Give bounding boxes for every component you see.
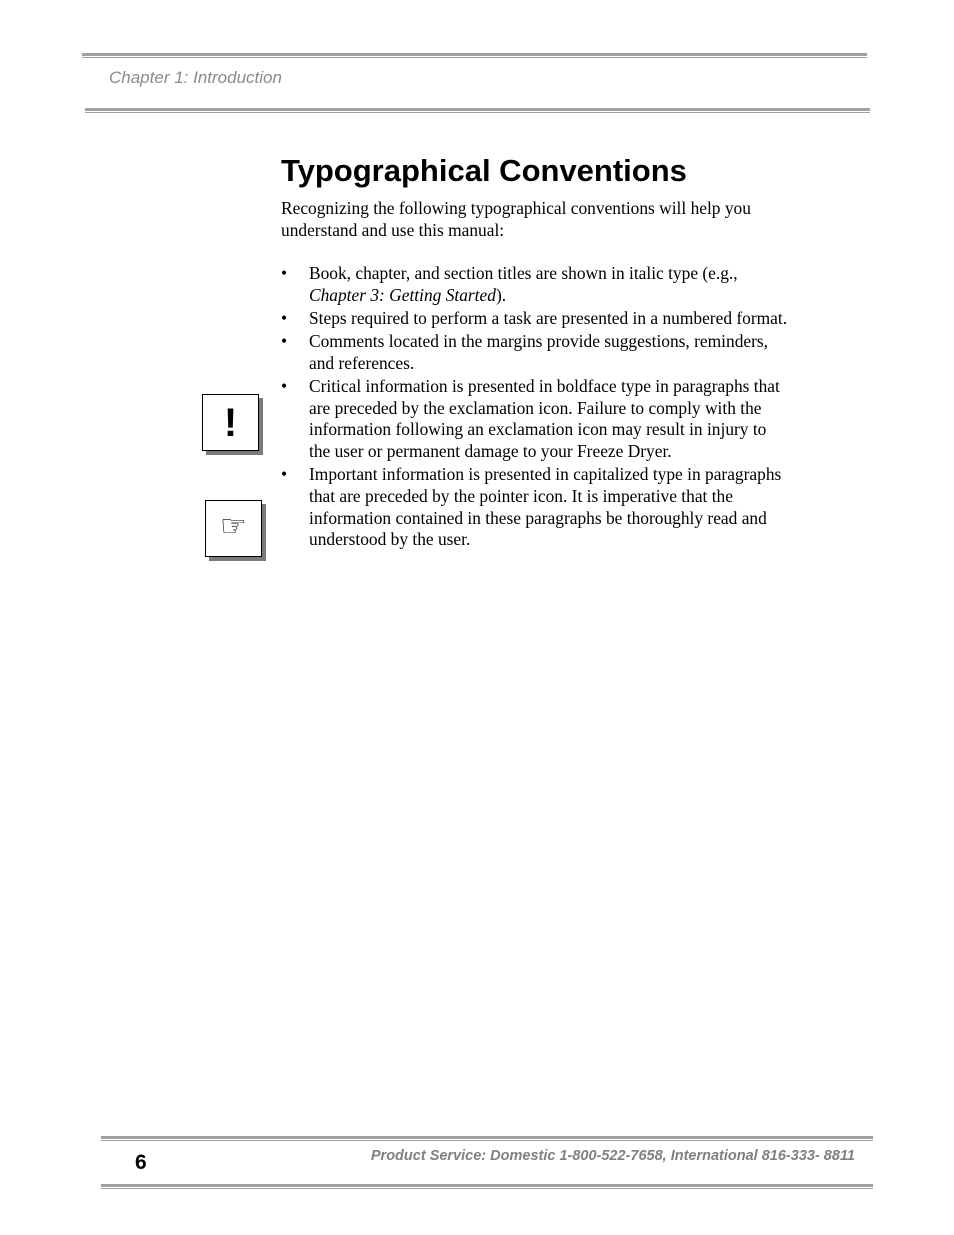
page-title: Typographical Conventions	[281, 153, 687, 188]
header-bottom-rule	[85, 108, 870, 111]
product-service-info: Product Service: Domestic 1-800-522-7658, International 816-333- 8811	[370, 1148, 855, 1164]
bullet: •	[281, 464, 288, 485]
bullet: •	[281, 376, 288, 397]
chapter-header: Chapter 1: Introduction	[109, 68, 282, 87]
bullet: •	[281, 263, 288, 283]
footer-top-rule	[101, 1136, 873, 1139]
footer-bottom-rule-thin	[101, 1188, 873, 1189]
header-bottom-rule-thin	[85, 112, 870, 113]
header-top-rule-thin	[82, 57, 867, 58]
list-item: • Comments located in the margins provide suggestions, reminders, and references.	[281, 331, 769, 373]
list-item: • Book, chapter, and section titles are shown in italic type (e.g., Chapter 3: Getting Started).	[281, 263, 738, 305]
exclamation-glyph: !	[223, 401, 238, 445]
conventions-list	[281, 263, 791, 551]
main-content	[281, 152, 791, 553]
intro-paragraph: Recognizing the following typographical conventions will help you understand and use this manual:	[281, 198, 751, 240]
exclamation-icon	[202, 394, 259, 451]
page-number: 6	[135, 1151, 147, 1174]
italic-example: Chapter 3: Getting Started	[309, 284, 496, 305]
list-item: • Critical information is presented in boldface type in paragraphs that are preceded by the exclamation icon. Failure to comply with the information following an exclamation icon may result in injury to the user or permanent damage to your Freeze Dryer.	[281, 376, 780, 462]
bullet: •	[281, 331, 288, 352]
pointing-hand-glyph: ☞	[220, 510, 247, 543]
pointing-hand-icon	[205, 500, 262, 557]
list-item: • Important information is presented in capitalized type in paragraphs that are preceded by the pointer icon. It is imperative that the information contained in these paragraphs be thoroughly read and understood by the user.	[281, 464, 782, 550]
footer-bottom-rule	[101, 1184, 873, 1187]
header-top-rule	[82, 53, 867, 56]
footer-top-rule-thin	[101, 1140, 873, 1141]
list-item: • Steps required to perform a task are presented in a numbered format.	[281, 307, 788, 328]
bullet: •	[281, 307, 288, 328]
